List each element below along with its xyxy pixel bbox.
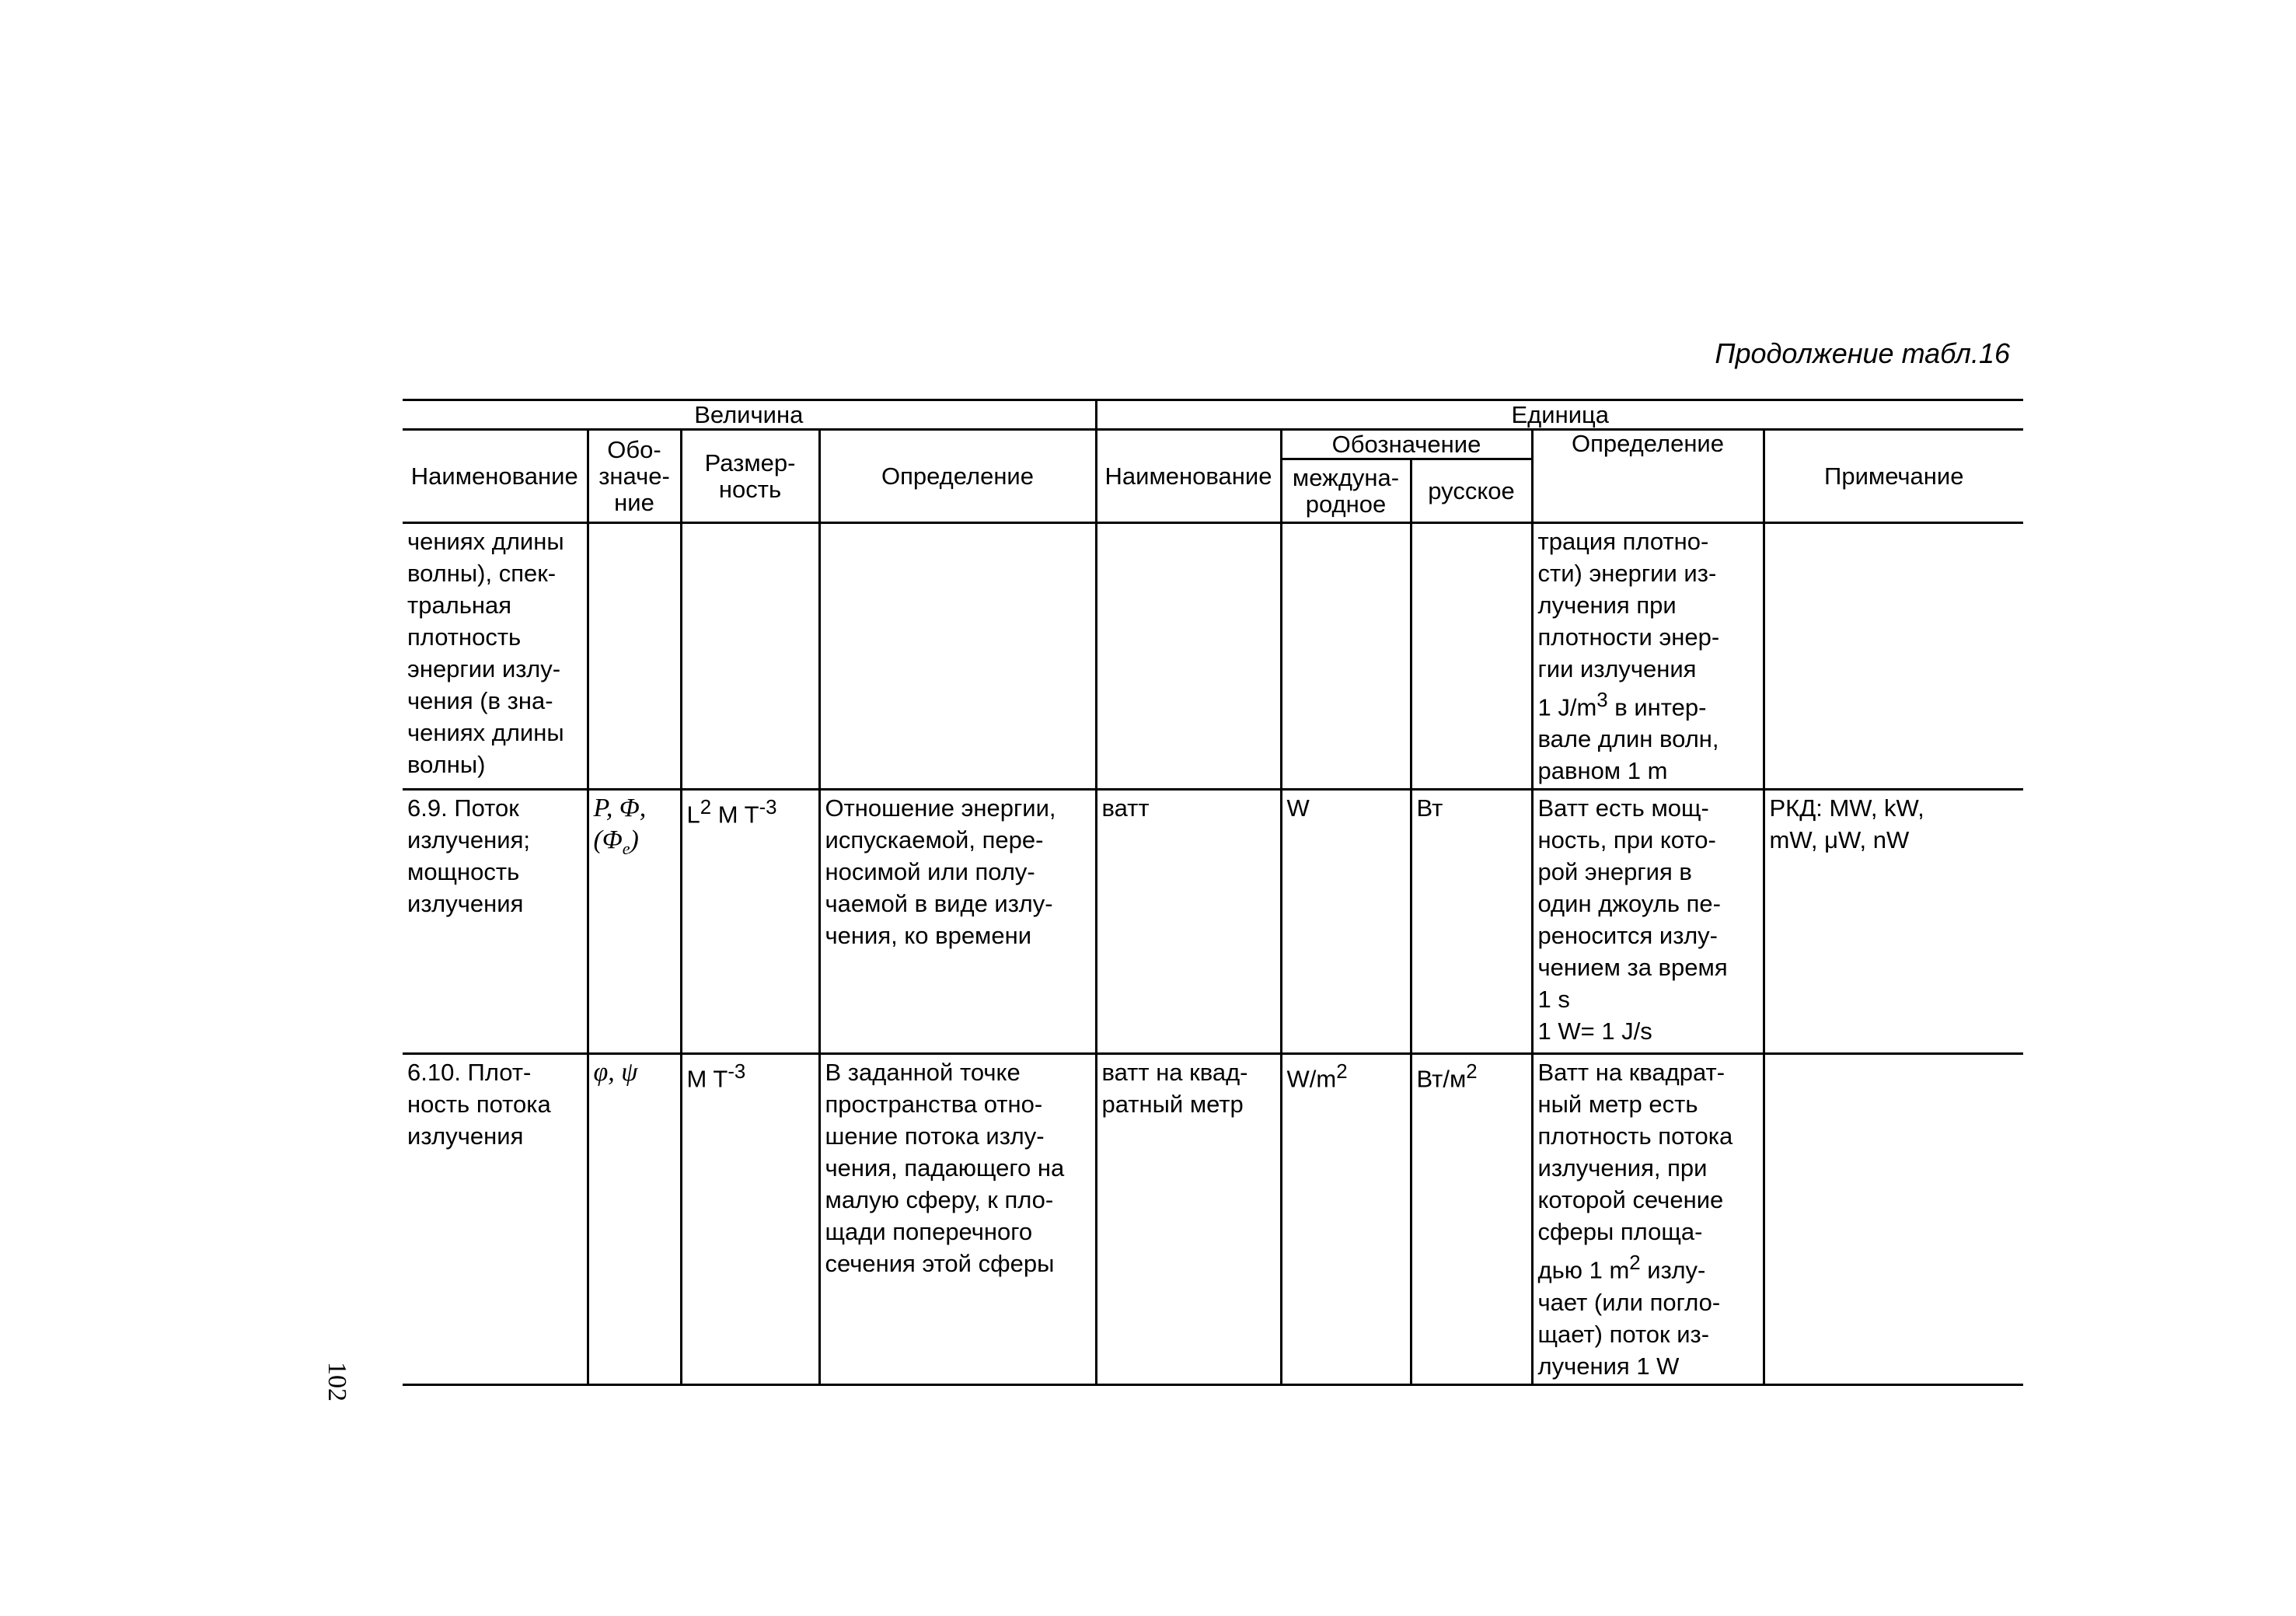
cell-unit-definition bbox=[1532, 523, 1764, 790]
unit-definition-text: в интер- вале длин волн, равном 1 m bbox=[1537, 693, 1719, 785]
unit-intl-text: W/m bbox=[1286, 1065, 1337, 1093]
units-table bbox=[403, 399, 2023, 1386]
table-caption: Продолжение табл.16 bbox=[1715, 337, 2010, 369]
superscript: 2 bbox=[1466, 1061, 1478, 1084]
cell-unit-intl bbox=[1281, 523, 1411, 790]
symbol-text: P, Φ, (Φ bbox=[593, 794, 647, 855]
cell-unit-intl bbox=[1281, 1054, 1411, 1384]
cell-quantity-dimension bbox=[681, 790, 819, 1054]
unit-ru-text: Вт/м bbox=[1416, 1065, 1467, 1093]
subscript: e bbox=[622, 839, 630, 859]
header-unit-symbol-group: Обозначение bbox=[1281, 430, 1532, 459]
dimension-text: L bbox=[686, 801, 700, 829]
cell-unit-ru bbox=[1411, 523, 1532, 790]
cell-quantity-symbol bbox=[588, 523, 681, 790]
cell-quantity-symbol: φ, ψ bbox=[588, 1054, 681, 1384]
unit-definition-text: трация плотно- сти) энергии из- лучения при плотности энер- гии излучения 1 J/m bbox=[1537, 528, 1720, 721]
superscript: 3 bbox=[1596, 689, 1608, 711]
cell-unit-definition bbox=[1532, 1054, 1764, 1384]
symbol-text: ) bbox=[630, 825, 639, 855]
cell-quantity-definition bbox=[819, 523, 1096, 790]
header-quantity-symbol: Обо- значе- ние bbox=[588, 430, 681, 523]
cell-unit-name: ватт на квад- ратный метр bbox=[1096, 1054, 1281, 1384]
header-note: Примечание bbox=[1764, 430, 2023, 523]
cell-quantity-symbol bbox=[588, 790, 681, 1054]
cell-quantity-dimension bbox=[681, 523, 819, 790]
dimension-text: M T bbox=[686, 1065, 728, 1093]
cell-quantity-name: 6.9. Поток излучения; мощность излучения bbox=[403, 790, 588, 1054]
header-unit-symbol-ru: русское bbox=[1411, 459, 1532, 523]
cell-unit-ru bbox=[1411, 1054, 1532, 1384]
cell-note bbox=[1764, 523, 2023, 790]
cell-unit-intl: W bbox=[1281, 790, 1411, 1054]
unit-definition-text: Ватт на квадрат- ный метр есть плотность потока излучения, при которой сечение сферы площа- дью 1 m bbox=[1537, 1059, 1733, 1284]
header-quantity-group: Величина bbox=[403, 400, 1096, 430]
cell-quantity-dimension bbox=[681, 1054, 819, 1384]
table-row bbox=[403, 1054, 2023, 1384]
superscript: 2 bbox=[1336, 1061, 1348, 1084]
superscript: 2 bbox=[1629, 1252, 1641, 1275]
dimension-text: M T bbox=[711, 801, 759, 829]
header-quantity-definition: Определение bbox=[819, 430, 1096, 523]
unit-definition-text: излу- чает (или погло- щает) поток из- лучения 1 W bbox=[1537, 1256, 1721, 1380]
header-unit-group: Единица bbox=[1096, 400, 2023, 430]
cell-quantity-definition: В заданной точке пространства отно- шение потока излу- чения, падающего на малую сферу, к пло- щади поперечного сечения этой сферы bbox=[819, 1054, 1096, 1384]
cell-quantity-name: чениях длины волны), спек- тральная плотность энергии излу- чения (в зна- чениях длины волны) bbox=[403, 523, 588, 790]
header-unit-symbol-intl: междуна- родное bbox=[1281, 459, 1411, 523]
cell-unit-name bbox=[1096, 523, 1281, 790]
header-unit-name: Наименование bbox=[1096, 430, 1281, 523]
table-row bbox=[403, 523, 2023, 790]
page-number: 102 bbox=[323, 1362, 351, 1401]
superscript: 2 bbox=[700, 797, 712, 819]
cell-unit-name: ватт bbox=[1096, 790, 1281, 1054]
cell-quantity-name: 6.10. Плот- ность потока излучения bbox=[403, 1054, 588, 1384]
header-quantity-dimension: Размер- ность bbox=[681, 430, 819, 523]
header-unit-definition: Определение bbox=[1532, 430, 1764, 523]
header-quantity-name: Наименование bbox=[403, 430, 588, 523]
table-header bbox=[403, 400, 2023, 523]
cell-unit-definition: Ватт есть мощ- ность, при кото- рой энергия в один джоуль пе- реносится излу- чением за время 1 s 1 W= 1 J/s bbox=[1532, 790, 1764, 1054]
cell-note: РКД: MW, kW, mW, μW, nW bbox=[1764, 790, 2023, 1054]
table-row bbox=[403, 790, 2023, 1054]
superscript: -3 bbox=[728, 1061, 746, 1084]
cell-unit-ru: Вт bbox=[1411, 790, 1532, 1054]
cell-note bbox=[1764, 1054, 2023, 1384]
cell-quantity-definition: Отношение энергии, испускаемой, пере- носимой или полу- чаемой в виде излу- чения, ко времени bbox=[819, 790, 1096, 1054]
superscript: -3 bbox=[759, 797, 777, 819]
